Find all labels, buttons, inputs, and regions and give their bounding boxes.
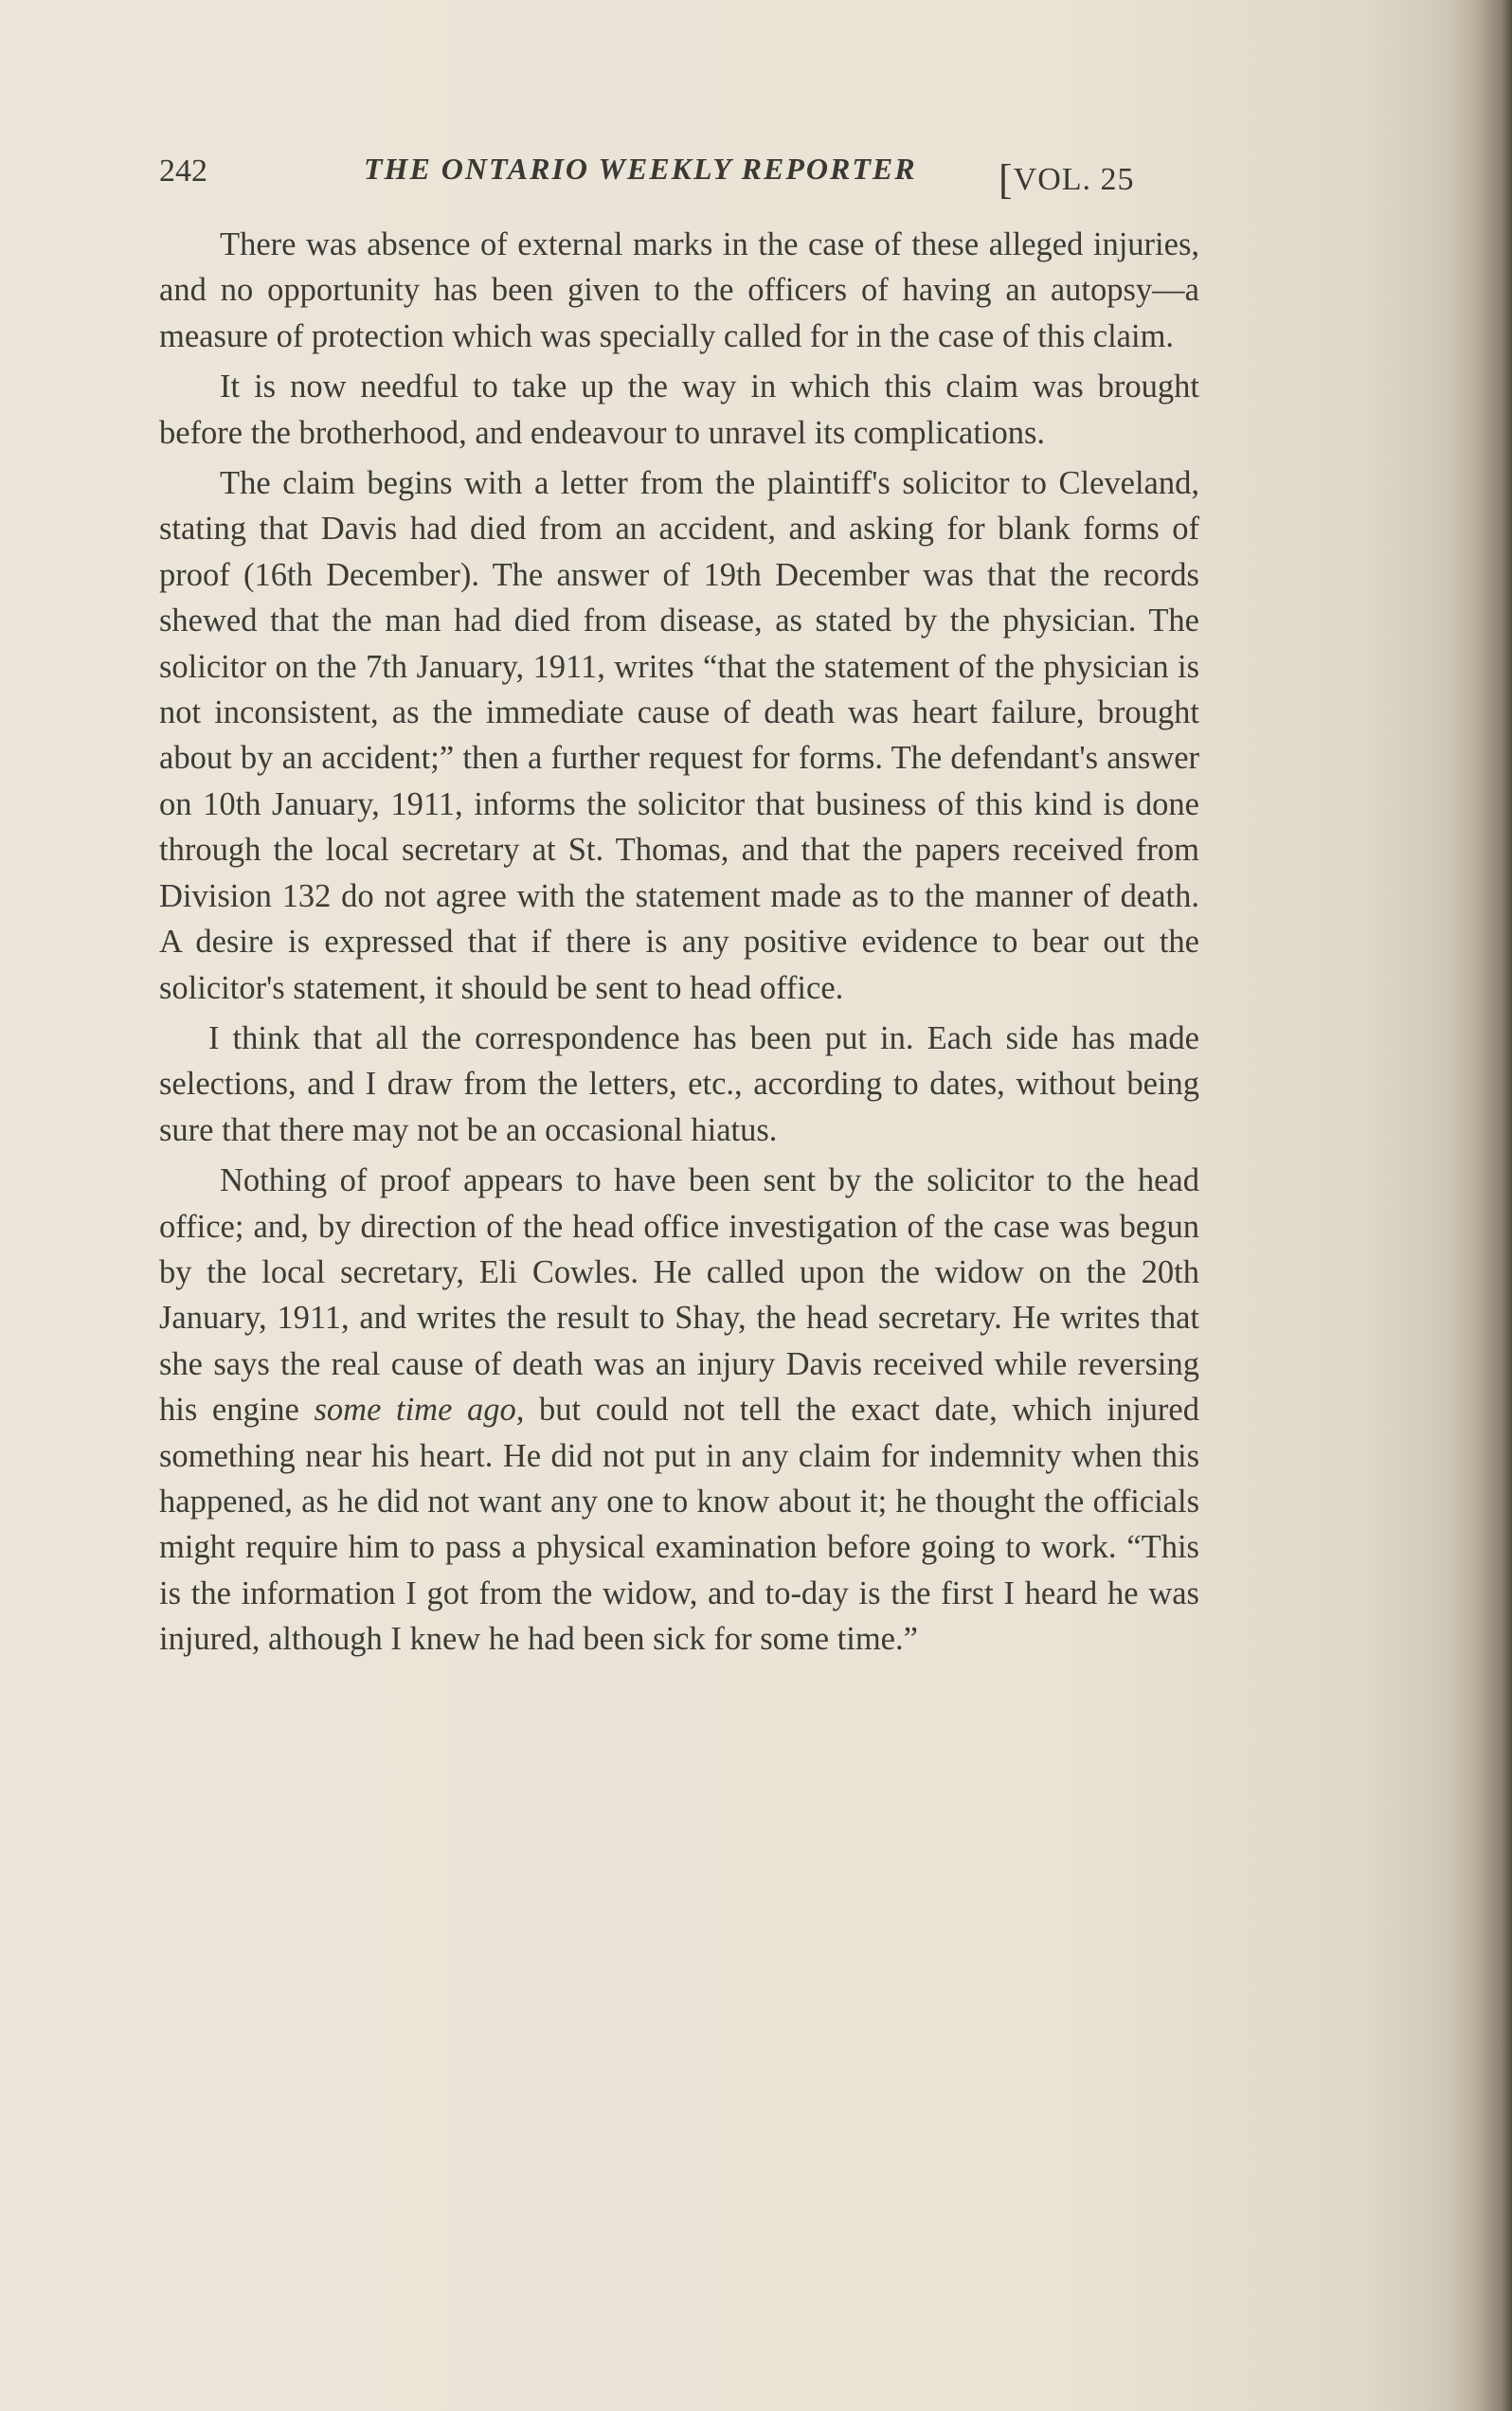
binding-edge-shadow [1446, 0, 1512, 2411]
paragraph-claim-begins: The claim begins with a letter from the plaintiff's solicitor to Cleveland, stating that Davis had died from an accident, and asking for blank forms of proof (16th December). The answer of 19th December was that the records shewed that the man had died from disease, as stated by the physician. The solicitor on the 7th January, 1911, writes “that the statement of the physician is not inconsistent, as the immediate cause of death was heart failure, brought about by an accident;” then a further request for forms. The defendant's answer on 10th January, 1911, informs the solicitor that business of this kind is done through the local secretary at St. Thomas, and that the papers received from Division 132 do not agree with the statement made as to the manner of death. A desire is expressed that if there is any positive evidence to bear out the solicitor's statement, it should be sent to head office. [159, 465, 1199, 1006]
paragraph-nothing-of-proof-part-1: Nothing of proof appears to have been sent by the solicitor to the head office; and, by direction of the head office investigation of the case was begun by the local secretary, Eli Cowles. He called upon the widow on the 20th January, 1911, and writes the result to Shay, the head secretary. He writes that she says the real cause of death was an injury Davis received while reversing his engine [159, 1162, 1199, 1429]
paragraph-correspondence: I think that all the correspondence has been put in. Each side has made selections, and I draw from the letters, etc., according to dates, without being sure that there may not be an occasional hiatus. [159, 1019, 1199, 1148]
running-head [159, 150, 1192, 203]
paragraph-absence-of-marks: There was absence of external marks in the case of these alleged injuries, and no opportunity has been given to the officers of having an autopsy—a measure of protection which was specially called for in the case of this claim. [159, 226, 1199, 354]
journal-title: THE ONTARIO WEEKLY REPORTER [364, 152, 917, 186]
paragraph-nothing-of-proof [159, 1158, 1199, 1662]
emphasis-some-time-ago: some time ago, [314, 1392, 525, 1429]
paragraph-claim-brought: It is now needful to take up the way in which this claim was brought before the brotherhood, and endeavour to unravel its complications. [159, 369, 1199, 451]
volume-text: VOL. 25 [1013, 162, 1135, 197]
volume-label [999, 152, 1135, 203]
paragraph-nothing-of-proof-part-2: but could not tell the exact date, which injured something near his heart. He did not put in any claim for indemnity when this happened, as he did not want any one to know about it; he thought the officials might require him to pass a physical examination before going to work. “This is the information I got from the widow, and to-day is the first I heard he was injured, although I knew he had been sick for some time.” [159, 1392, 1199, 1658]
body-text [159, 222, 1199, 1667]
page-number: 242 [159, 153, 207, 189]
volume-bracket: [ [999, 156, 1014, 203]
